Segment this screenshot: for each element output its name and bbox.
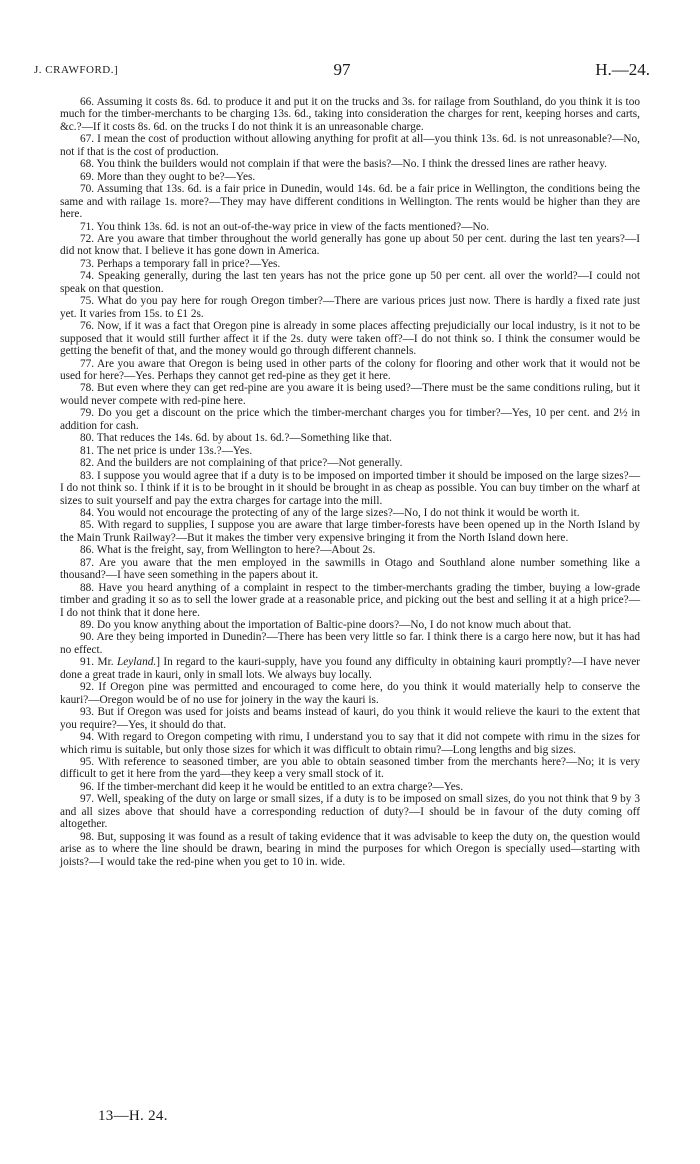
testimony-paragraph: 89. Do you know anything about the importation of Baltic-pine doors?—No, I do not know much about that. [80, 619, 572, 632]
page-header [34, 60, 650, 84]
testimony-paragraph: 92. If Oregon pine was permitted and encouraged to come here, do you think it would materially help to conserve the kauri?—Oregon would be of no use for joinery in the way the kauri is. [60, 681, 640, 706]
testimony-paragraph: 79. Do you get a discount on the price which the timber-merchant charges you for timber?—Yes, 10 per cent. and 2½ in addition for cash. [60, 407, 640, 432]
testimony-paragraph: 82. And the builders are not complaining of that price?—Not generally. [80, 457, 403, 470]
testimony-paragraph: 80. That reduces the 14s. 6d. by about 1s. 6d.?—Something like that. [80, 432, 392, 445]
testimony-paragraph: 98. But, supposing it was found as a result of taking evidence that it was advisable to keep the duty on, the question would arise as to where the line should be drawn, bearing in mind the purposes for which Oregon is specially used—starting with joists?—I would take the red-pine when you get to 10 in. wide. [60, 830, 640, 868]
testimony-paragraph: 87. Are you aware that the men employed in the sawmills in Otago and Southland alone number something like a thousand?—I have seen something in the papers about it. [60, 556, 640, 582]
testimony-paragraph: 67. I mean the cost of production without allowing anything for profit at all—you think 13s. 6d. is not unreasonable?—No, not if that is the cost of production. [60, 133, 640, 158]
testimony-paragraph: 90. Are they being imported in Dunedin?—There has been very little so far. I think there is a cargo here now, but it has had no effect. [60, 631, 640, 656]
testimony-body [60, 96, 640, 868]
testimony-paragraph: 94. With regard to Oregon competing with rimu, I understand you to say that it did not compete with rimu in the sizes for which rimu is suitable, but only those sizes for which it was difficult to obtain rimu?—Long lengths and big sizes. [60, 731, 640, 756]
testimony-paragraph: 95. With reference to seasoned timber, are you able to obtain seasoned timber from the merchants here?—No; it is very difficult to get it here from the yard—they keep a very small stock of it. [60, 756, 640, 781]
document-reference: H.—24. [595, 60, 650, 79]
testimony-paragraph: 69. More than they ought to be?—Yes. [80, 170, 256, 183]
testimony-paragraph: 70. Assuming that 13s. 6d. is a fair price in Dunedin, would 14s. 6d. be a fair price in Wellington, the conditions being the same and with railage 1s. more?—They may have different conditions in Wellington. The rents would be higher than they are here. [60, 183, 640, 221]
testimony-paragraph: 84. You would not encourage the protecting of any of the large sizes?—No, I do not think it would be worth it. [80, 506, 580, 519]
testimony-paragraph: 93. But if Oregon was used for joists and beams instead of kauri, do you think it would relieve the kauri to the extent that you require?—Yes, it should do that. [60, 706, 640, 731]
testimony-paragraph: 96. If the timber-merchant did keep it he would be entitled to an extra charge?—Yes. [80, 780, 464, 793]
testimony-paragraph: 85. With regard to supplies, I suppose you are aware that large timber-forests have been opened up in the North Island by the Main Trunk Railway?—But it makes the timber very expensive bringing it from the North Island down here. [60, 519, 640, 544]
testimony-paragraph: 81. The net price is under 13s.?—Yes. [80, 444, 253, 457]
testimony-paragraph: 72. Are you aware that timber throughout the world generally has gone up about 50 per cent. during the last ten years?—I did not know that. I believe it has gone down in America. [60, 232, 640, 258]
testimony-paragraph: 66. Assuming it costs 8s. 6d. to produce it and put it on the trucks and 3s. for railage from Southland, do you think it is too much for the timber-merchants to be charging 13s. 6d., taking into consideration the charges for rent, keeping horses and carts, &c.?—If it costs 8s. 6d. on the trucks I do not think it is an unreasonable charge. [60, 96, 640, 133]
testimony-paragraph: 97. Well, speaking of the duty on large or small sizes, if a duty is to be imposed on small sizes, do you not think that 9 by 3 and all sizes above that should have a corresponding reduction of duty?—I should be in favour of the duty coming off altogether. [60, 793, 640, 831]
testimony-paragraph: 76. Now, if it was a fact that Oregon pine is already in some places affecting prejudicially our local industry, is it not to be supposed that it would still further affect it if the 2s. duty were taken off?—I do not think so. I think the consumer would be getting the benefit of that, and the money would go through different channels. [60, 320, 640, 358]
testimony-paragraph: 68. You think the builders would not complain if that were the basis?—No. I think the dressed lines are rather heavy. [80, 158, 607, 171]
sheet-signature: 13—H. 24. [98, 1108, 168, 1124]
testimony-paragraph: 88. Have you heard anything of a complaint in respect to the timber-merchants grading the timber, buying a low-grade timber and grading it so as to sell the lower grade at a reasonable price, and picking out the best and selling it at a high price?—I do not think that it done here. [60, 581, 640, 619]
testimony-paragraph: 77. Are you aware that Oregon is being used in other parts of the colony for flooring and other work that it would not be used for here?—Yes. Perhaps they cannot get red-pine as they get it here. [60, 357, 640, 382]
testimony-paragraph: 91. Mr. Leyland.] In regard to the kauri-supply, have you found any difficulty in obtaining kauri promptly?—I have never done a great trade in kauri, only in small lots. We always buy locally. [60, 656, 640, 681]
testimony-paragraph: 86. What is the freight, say, from Wellington to here?—About 2s. [80, 544, 376, 557]
witness-name: J. CRAWFORD.] [34, 64, 119, 76]
testimony-paragraph: 73. Perhaps a temporary fall in price?—Yes. [80, 257, 281, 270]
testimony-paragraph: 71. You think 13s. 6d. is not an out-of-the-way price in view of the facts mentioned?—No. [80, 220, 490, 233]
testimony-paragraph: 78. But even where they can get red-pine are you aware it is being used?—There must be the same conditions ruling, but it would never compete with red-pine here. [60, 382, 640, 407]
testimony-paragraph: 75. What do you pay here for rough Oregon timber?—There are various prices just now. There is hardly a fixed rate just yet. It varies from 15s. to £1 2s. [60, 295, 640, 320]
page-number: 97 [333, 60, 351, 79]
testimony-paragraph: 74. Speaking generally, during the last ten years has not the price gone up 50 per cent. all over the world?—I could not speak on that question. [60, 270, 640, 295]
testimony-paragraph: 83. I suppose you would agree that if a duty is to be imposed on imported timber it should be imposed on the large sizes?—I do not think so. I think if it is to be brought in it should be brought in as cheap as possible. You can buy timber on the wharf at sizes to suit yourself and pay the extra charges for cartage into the mill. [60, 469, 640, 507]
